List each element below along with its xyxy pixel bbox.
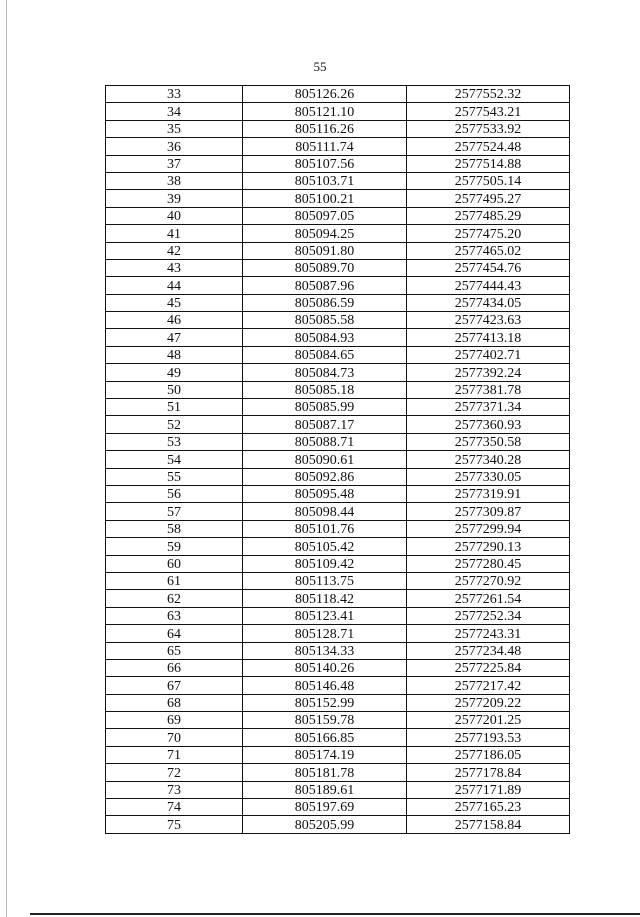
x-coordinate-cell: 805159.78 [243, 712, 407, 729]
point-number-cell: 38 [106, 172, 243, 189]
table-row [106, 86, 570, 103]
x-coordinate-cell: 805098.44 [243, 503, 407, 520]
x-coordinate-cell: 805126.26 [243, 86, 407, 103]
table-row [106, 399, 570, 416]
point-number-cell: 74 [106, 799, 243, 816]
point-number-cell: 44 [106, 277, 243, 294]
table-row [106, 712, 570, 729]
x-coordinate-cell: 805086.59 [243, 294, 407, 311]
x-coordinate-cell: 805084.93 [243, 329, 407, 346]
x-coordinate-cell: 805105.42 [243, 538, 407, 555]
y-coordinate-cell: 2577465.02 [407, 242, 570, 259]
point-number-cell: 68 [106, 694, 243, 711]
table-row [106, 259, 570, 276]
x-coordinate-cell: 805111.74 [243, 138, 407, 155]
point-number-cell: 48 [106, 346, 243, 363]
x-coordinate-cell: 805089.70 [243, 259, 407, 276]
x-coordinate-cell: 805085.99 [243, 399, 407, 416]
table-row [106, 172, 570, 189]
point-number-cell: 42 [106, 242, 243, 259]
point-number-cell: 46 [106, 312, 243, 329]
table-row [106, 364, 570, 381]
y-coordinate-cell: 2577290.13 [407, 538, 570, 555]
table-row [106, 572, 570, 589]
point-number-cell: 65 [106, 642, 243, 659]
table-row [106, 468, 570, 485]
x-coordinate-cell: 805146.48 [243, 677, 407, 694]
x-coordinate-cell: 805085.58 [243, 312, 407, 329]
table-row [106, 242, 570, 259]
y-coordinate-cell: 2577270.92 [407, 572, 570, 589]
point-number-cell: 64 [106, 625, 243, 642]
y-coordinate-cell: 2577243.31 [407, 625, 570, 642]
table-row [106, 433, 570, 450]
y-coordinate-cell: 2577309.87 [407, 503, 570, 520]
table-row [106, 642, 570, 659]
y-coordinate-cell: 2577186.05 [407, 746, 570, 763]
point-number-cell: 70 [106, 729, 243, 746]
x-coordinate-cell: 805166.85 [243, 729, 407, 746]
table-row [106, 346, 570, 363]
x-coordinate-cell: 805152.99 [243, 694, 407, 711]
table-row [106, 138, 570, 155]
y-coordinate-cell: 2577475.20 [407, 225, 570, 242]
table-row [106, 625, 570, 642]
x-coordinate-cell: 805084.73 [243, 364, 407, 381]
point-number-cell: 62 [106, 590, 243, 607]
y-coordinate-cell: 2577261.54 [407, 590, 570, 607]
y-coordinate-cell: 2577330.05 [407, 468, 570, 485]
point-number-cell: 47 [106, 329, 243, 346]
point-number-cell: 39 [106, 190, 243, 207]
y-coordinate-cell: 2577350.58 [407, 433, 570, 450]
point-number-cell: 34 [106, 103, 243, 120]
x-coordinate-cell: 805087.17 [243, 416, 407, 433]
table-row [106, 329, 570, 346]
point-number-cell: 50 [106, 381, 243, 398]
x-coordinate-cell: 805140.26 [243, 659, 407, 676]
y-coordinate-cell: 2577402.71 [407, 346, 570, 363]
point-number-cell: 57 [106, 503, 243, 520]
point-number-cell: 54 [106, 451, 243, 468]
x-coordinate-cell: 805101.76 [243, 520, 407, 537]
x-coordinate-cell: 805090.61 [243, 451, 407, 468]
y-coordinate-cell: 2577454.76 [407, 259, 570, 276]
table-row [106, 277, 570, 294]
point-number-cell: 37 [106, 155, 243, 172]
table-row [106, 659, 570, 676]
table-row [106, 155, 570, 172]
y-coordinate-cell: 2577193.53 [407, 729, 570, 746]
y-coordinate-cell: 2577209.22 [407, 694, 570, 711]
coordinates-table [105, 85, 570, 834]
point-number-cell: 56 [106, 485, 243, 502]
y-coordinate-cell: 2577505.14 [407, 172, 570, 189]
y-coordinate-cell: 2577171.89 [407, 781, 570, 798]
point-number-cell: 67 [106, 677, 243, 694]
point-number-cell: 60 [106, 555, 243, 572]
x-coordinate-cell: 805097.05 [243, 207, 407, 224]
table-row [106, 120, 570, 137]
table-row [106, 207, 570, 224]
x-coordinate-cell: 805103.71 [243, 172, 407, 189]
y-coordinate-cell: 2577552.32 [407, 86, 570, 103]
point-number-cell: 41 [106, 225, 243, 242]
table-row [106, 503, 570, 520]
y-coordinate-cell: 2577225.84 [407, 659, 570, 676]
x-coordinate-cell: 805123.41 [243, 607, 407, 624]
x-coordinate-cell: 805134.33 [243, 642, 407, 659]
y-coordinate-cell: 2577280.45 [407, 555, 570, 572]
point-number-cell: 49 [106, 364, 243, 381]
x-coordinate-cell: 805094.25 [243, 225, 407, 242]
y-coordinate-cell: 2577413.18 [407, 329, 570, 346]
point-number-cell: 45 [106, 294, 243, 311]
table-row [106, 799, 570, 816]
point-number-cell: 55 [106, 468, 243, 485]
coordinates-table-body [106, 86, 570, 834]
table-row [106, 381, 570, 398]
point-number-cell: 66 [106, 659, 243, 676]
x-coordinate-cell: 805085.18 [243, 381, 407, 398]
table-row [106, 294, 570, 311]
y-coordinate-cell: 2577299.94 [407, 520, 570, 537]
table-row [106, 190, 570, 207]
x-coordinate-cell: 805084.65 [243, 346, 407, 363]
y-coordinate-cell: 2577485.29 [407, 207, 570, 224]
x-coordinate-cell: 805092.86 [243, 468, 407, 485]
table-row [106, 607, 570, 624]
x-coordinate-cell: 805189.61 [243, 781, 407, 798]
x-coordinate-cell: 805109.42 [243, 555, 407, 572]
table-row [106, 694, 570, 711]
point-number-cell: 53 [106, 433, 243, 450]
point-number-cell: 61 [106, 572, 243, 589]
y-coordinate-cell: 2577178.84 [407, 764, 570, 781]
y-coordinate-cell: 2577444.43 [407, 277, 570, 294]
x-coordinate-cell: 805181.78 [243, 764, 407, 781]
y-coordinate-cell: 2577165.23 [407, 799, 570, 816]
point-number-cell: 52 [106, 416, 243, 433]
point-number-cell: 73 [106, 781, 243, 798]
y-coordinate-cell: 2577392.24 [407, 364, 570, 381]
y-coordinate-cell: 2577201.25 [407, 712, 570, 729]
table-row [106, 538, 570, 555]
scan-left-edge [6, 0, 7, 917]
point-number-cell: 33 [106, 86, 243, 103]
x-coordinate-cell: 805100.21 [243, 190, 407, 207]
table-row [106, 816, 570, 833]
table-row [106, 555, 570, 572]
y-coordinate-cell: 2577543.21 [407, 103, 570, 120]
table-row [106, 677, 570, 694]
point-number-cell: 35 [106, 120, 243, 137]
x-coordinate-cell: 805205.99 [243, 816, 407, 833]
x-coordinate-cell: 805091.80 [243, 242, 407, 259]
table-row [106, 416, 570, 433]
y-coordinate-cell: 2577319.91 [407, 485, 570, 502]
table-row [106, 451, 570, 468]
y-coordinate-cell: 2577423.63 [407, 312, 570, 329]
point-number-cell: 51 [106, 399, 243, 416]
point-number-cell: 58 [106, 520, 243, 537]
y-coordinate-cell: 2577234.48 [407, 642, 570, 659]
table-row [106, 781, 570, 798]
point-number-cell: 69 [106, 712, 243, 729]
point-number-cell: 36 [106, 138, 243, 155]
x-coordinate-cell: 805095.48 [243, 485, 407, 502]
table-row [106, 729, 570, 746]
point-number-cell: 75 [106, 816, 243, 833]
page-number: 55 [313, 59, 327, 74]
table-row [106, 485, 570, 502]
scan-bottom-edge [30, 913, 640, 915]
point-number-cell: 59 [106, 538, 243, 555]
x-coordinate-cell: 805107.56 [243, 155, 407, 172]
y-coordinate-cell: 2577217.42 [407, 677, 570, 694]
point-number-cell: 71 [106, 746, 243, 763]
x-coordinate-cell: 805174.19 [243, 746, 407, 763]
y-coordinate-cell: 2577158.84 [407, 816, 570, 833]
point-number-cell: 72 [106, 764, 243, 781]
y-coordinate-cell: 2577533.92 [407, 120, 570, 137]
x-coordinate-cell: 805118.42 [243, 590, 407, 607]
y-coordinate-cell: 2577252.34 [407, 607, 570, 624]
x-coordinate-cell: 805113.75 [243, 572, 407, 589]
y-coordinate-cell: 2577434.05 [407, 294, 570, 311]
x-coordinate-cell: 805116.26 [243, 120, 407, 137]
y-coordinate-cell: 2577514.88 [407, 155, 570, 172]
table-row [106, 746, 570, 763]
table-row [106, 520, 570, 537]
y-coordinate-cell: 2577360.93 [407, 416, 570, 433]
table-row [106, 590, 570, 607]
table-row [106, 225, 570, 242]
y-coordinate-cell: 2577524.48 [407, 138, 570, 155]
point-number-cell: 63 [106, 607, 243, 624]
x-coordinate-cell: 805088.71 [243, 433, 407, 450]
y-coordinate-cell: 2577495.27 [407, 190, 570, 207]
table-row [106, 312, 570, 329]
table-row [106, 764, 570, 781]
y-coordinate-cell: 2577381.78 [407, 381, 570, 398]
x-coordinate-cell: 805197.69 [243, 799, 407, 816]
y-coordinate-cell: 2577371.34 [407, 399, 570, 416]
point-number-cell: 43 [106, 259, 243, 276]
x-coordinate-cell: 805128.71 [243, 625, 407, 642]
y-coordinate-cell: 2577340.28 [407, 451, 570, 468]
x-coordinate-cell: 805121.10 [243, 103, 407, 120]
x-coordinate-cell: 805087.96 [243, 277, 407, 294]
point-number-cell: 40 [106, 207, 243, 224]
table-row [106, 103, 570, 120]
